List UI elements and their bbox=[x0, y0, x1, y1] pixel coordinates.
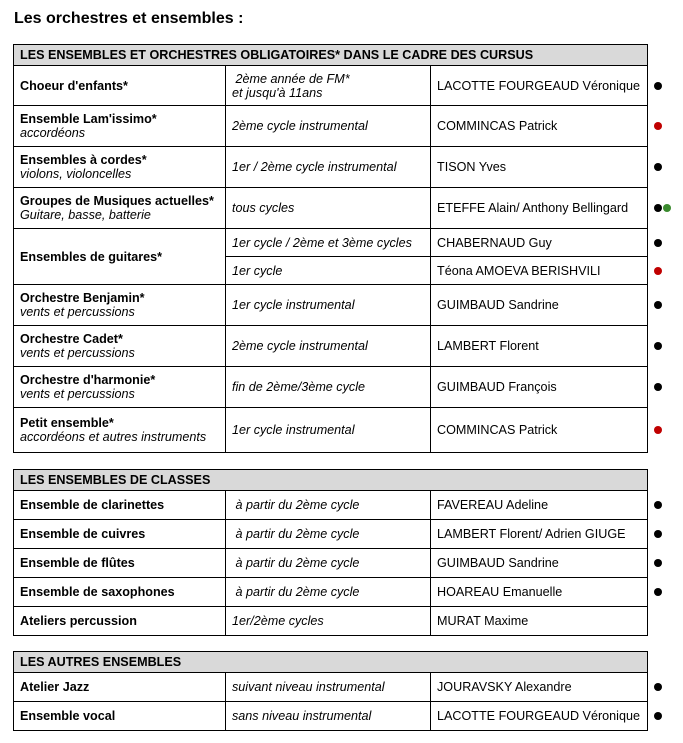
cycle-cell: 1er cycle instrumental bbox=[226, 285, 431, 326]
ensemble-name: Ensemble Lam'issimo* bbox=[20, 112, 157, 126]
status-dot-red bbox=[654, 267, 662, 275]
teacher-cell: HOAREAU Emanuelle bbox=[431, 578, 648, 607]
cycle-cell: fin de 2ème/3ème cycle bbox=[226, 367, 431, 408]
ensemble-instruments: accordéons et autres instruments bbox=[20, 430, 207, 444]
status-dot-red bbox=[654, 426, 662, 434]
ensemble-name: Petit ensemble* bbox=[20, 416, 114, 430]
table-row bbox=[14, 491, 648, 520]
ensemble-name: Ensemble de clarinettes bbox=[20, 498, 165, 512]
teacher-cell: LAMBERT Florent/ Adrien GIUGE bbox=[431, 520, 648, 549]
cycle-cell: à partir du 2ème cycle bbox=[226, 520, 431, 549]
status-dot-black bbox=[654, 588, 662, 596]
ensemble-name: Ensembles de guitares* bbox=[20, 249, 163, 264]
ensemble-name-cell bbox=[14, 229, 226, 285]
status-dot-black bbox=[654, 683, 662, 691]
ensemble-name: Orchestre Benjamin* bbox=[20, 291, 145, 305]
teacher-cell: ETEFFE Alain/ Anthony Bellingard bbox=[431, 188, 648, 229]
teacher-cell: Téona AMOEVA BERISHVILI bbox=[431, 257, 648, 285]
teacher-cell: TISON Yves bbox=[431, 147, 648, 188]
cycle-cell: 2ème cycle instrumental bbox=[226, 106, 431, 147]
cycle-cell: 1er/2ème cycles bbox=[226, 607, 431, 636]
cycle-cell: 1er cycle instrumental bbox=[226, 408, 431, 453]
table-row bbox=[14, 408, 648, 453]
ensemble-name-cell bbox=[14, 285, 226, 326]
section-header: LES AUTRES ENSEMBLES bbox=[14, 652, 648, 673]
ensemble-name: Ensembles à cordes* bbox=[20, 153, 147, 167]
cycle-cell: à partir du 2ème cycle bbox=[226, 549, 431, 578]
ensemble-name: Choeur d'enfants* bbox=[20, 78, 128, 93]
other-ensembles-table bbox=[13, 651, 648, 731]
status-dot-black bbox=[654, 342, 662, 350]
teacher-cell: GUIMBAUD François bbox=[431, 367, 648, 408]
table-row bbox=[14, 285, 648, 326]
status-dot-black bbox=[654, 383, 662, 391]
status-dot-green bbox=[663, 204, 671, 212]
status-dot-black bbox=[654, 239, 662, 247]
ensemble-name: Orchestre Cadet* bbox=[20, 332, 123, 346]
cycle-cell: sans niveau instrumental bbox=[226, 702, 431, 731]
status-dot-black bbox=[654, 712, 662, 720]
cycle-cell: tous cycles bbox=[226, 188, 431, 229]
ensemble-instruments: Guitare, basse, batterie bbox=[20, 208, 151, 222]
mandatory-ensembles-table bbox=[13, 44, 648, 453]
table-row bbox=[14, 229, 648, 257]
status-dot-red bbox=[654, 122, 662, 130]
table-row bbox=[14, 673, 648, 702]
teacher-cell: MURAT Maxime bbox=[431, 607, 648, 636]
cycle-cell: 2ème cycle instrumental bbox=[226, 326, 431, 367]
ensemble-name: Atelier Jazz bbox=[20, 680, 90, 694]
status-dot-black bbox=[654, 163, 662, 171]
cycle-cell: à partir du 2ème cycle bbox=[226, 491, 431, 520]
teacher-cell: COMMINCAS Patrick bbox=[431, 106, 648, 147]
ensemble-name-cell bbox=[14, 578, 226, 607]
teacher-cell: LACOTTE FOURGEAUD Véronique bbox=[431, 702, 648, 731]
teacher-cell: COMMINCAS Patrick bbox=[431, 408, 648, 453]
table-row bbox=[14, 188, 648, 229]
ensemble-instruments: accordéons bbox=[20, 126, 86, 140]
cycle-text-line2: et jusqu'à 11ans bbox=[232, 85, 323, 100]
teacher-cell: JOURAVSKY Alexandre bbox=[431, 673, 648, 702]
ensemble-instruments: vents et percussions bbox=[20, 305, 135, 319]
cycle-cell: 1er cycle / 2ème et 3ème cycles bbox=[226, 229, 431, 257]
table-row bbox=[14, 66, 648, 106]
table-row bbox=[14, 702, 648, 731]
ensemble-name-cell bbox=[14, 408, 226, 453]
section-header: LES ENSEMBLES DE CLASSES bbox=[14, 470, 648, 491]
teacher-cell: CHABERNAUD Guy bbox=[431, 229, 648, 257]
teacher-cell: GUIMBAUD Sandrine bbox=[431, 285, 648, 326]
status-dot-black bbox=[654, 530, 662, 538]
ensemble-name-cell bbox=[14, 491, 226, 520]
ensemble-instruments: vents et percussions bbox=[20, 346, 135, 360]
teacher-cell: LACOTTE FOURGEAUD Véronique bbox=[431, 66, 648, 106]
ensemble-name-cell bbox=[14, 367, 226, 408]
status-dot-black bbox=[654, 82, 662, 90]
teacher-cell: LAMBERT Florent bbox=[431, 326, 648, 367]
ensemble-name: Orchestre d'harmonie* bbox=[20, 373, 156, 387]
teacher-cell: FAVEREAU Adeline bbox=[431, 491, 648, 520]
table-row bbox=[14, 607, 648, 636]
ensemble-name: Ensemble de cuivres bbox=[20, 527, 146, 541]
ensemble-name-cell bbox=[14, 188, 226, 229]
ensemble-name-cell bbox=[14, 607, 226, 636]
cycle-text: 2ème année de FM* bbox=[232, 71, 350, 86]
ensemble-instruments: violons, violoncelles bbox=[20, 167, 132, 181]
status-dot-black bbox=[654, 559, 662, 567]
ensemble-name: Ensemble de saxophones bbox=[20, 585, 175, 599]
table-row bbox=[14, 578, 648, 607]
ensemble-name-cell bbox=[14, 326, 226, 367]
ensemble-name-cell bbox=[14, 520, 226, 549]
section-header: LES ENSEMBLES ET ORCHESTRES OBLIGATOIRES* DANS LE CADRE DES CURSUS bbox=[14, 45, 648, 66]
status-dot-black bbox=[654, 301, 662, 309]
ensemble-name-cell bbox=[14, 702, 226, 731]
class-ensembles-table bbox=[13, 469, 648, 636]
ensemble-name-cell bbox=[14, 147, 226, 188]
ensemble-name: Ensemble de flûtes bbox=[20, 556, 135, 570]
cycle-cell bbox=[226, 66, 431, 106]
cycle-cell: 1er cycle bbox=[226, 257, 431, 285]
ensemble-name-cell bbox=[14, 106, 226, 147]
status-dot-black bbox=[654, 501, 662, 509]
cycle-cell: suivant niveau instrumental bbox=[226, 673, 431, 702]
ensemble-name: Ensemble vocal bbox=[20, 709, 116, 723]
teacher-cell: GUIMBAUD Sandrine bbox=[431, 549, 648, 578]
table-row bbox=[14, 367, 648, 408]
page-title: Les orchestres et ensembles : bbox=[14, 10, 244, 27]
table-row bbox=[14, 549, 648, 578]
ensemble-instruments: vents et percussions bbox=[20, 387, 135, 401]
ensemble-name-cell bbox=[14, 673, 226, 702]
ensemble-name: Groupes de Musiques actuelles* bbox=[20, 194, 214, 208]
table-row bbox=[14, 520, 648, 549]
table-row bbox=[14, 147, 648, 188]
ensemble-name-cell bbox=[14, 549, 226, 578]
table-row bbox=[14, 106, 648, 147]
status-dot-black bbox=[654, 204, 662, 212]
ensemble-name-cell bbox=[14, 66, 226, 106]
ensemble-name: Ateliers percussion bbox=[20, 614, 137, 628]
cycle-cell: 1er / 2ème cycle instrumental bbox=[226, 147, 431, 188]
table-row bbox=[14, 326, 648, 367]
cycle-cell: à partir du 2ème cycle bbox=[226, 578, 431, 607]
